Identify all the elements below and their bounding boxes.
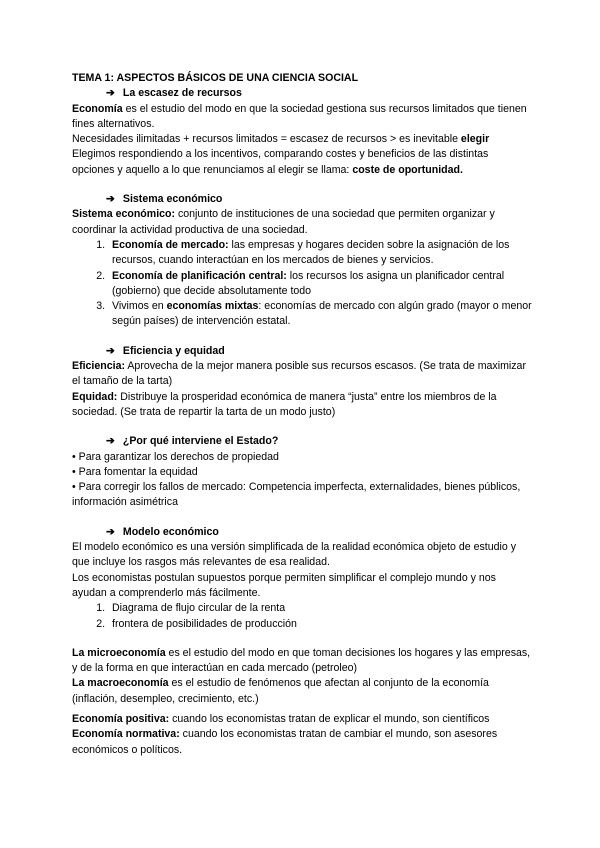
paragraph-supuestos: Los economistas postulan supuestos porque permiten simplificar el complejo mundo y nos ayudan a comprenderlo más fácilmente. [72, 571, 496, 599]
bold-term: Economía normativa: [72, 728, 180, 741]
models-list [72, 601, 532, 632]
bold-term: Sistema económico: [72, 208, 176, 221]
paragraph-text: cuando los economistas tratan de cambiar el mundo, son asesores económicos o políticos. [72, 728, 498, 756]
section-heading-escasez [106, 86, 532, 101]
list-item: 1. Diagrama de flujo circular de la renta [108, 601, 532, 616]
bullet-item: • Para corregir los fallos de mercado: Competencia imperfecta, externalidades, bienes públicos, información asimétrica [72, 481, 521, 509]
paragraph-text: cuando los economistas tratan de explicar el mundo, son científicos [169, 712, 490, 725]
section-heading-sistema [106, 192, 532, 207]
paragraph-text: Necesidades ilimitadas + recursos limitados = escasez de recursos > es inevitable [72, 133, 461, 146]
bold-term: Equidad: [72, 390, 118, 403]
bullet-item: • Para fomentar la equidad [72, 465, 198, 478]
section-heading-text: Modelo económico [122, 525, 219, 538]
paragraph-economia-normativa [72, 727, 532, 758]
section-heading-estado [106, 434, 532, 449]
bold-term: coste de oportunidad. [352, 163, 463, 176]
paragraph-economia-def [72, 102, 532, 133]
bold-term: La microeconomía [72, 646, 166, 659]
paragraph-elegimos [72, 147, 532, 178]
paragraph-text: es el estudio del modo en que toman decisiones los hogares y las empresas, y de la forma en que interactúan en cada mercado (petroleo) [72, 646, 531, 675]
list-item: 3. Vivimos en economías mixtas: economías de mercado con algún grado (mayor o menor según países) de intervención estatal. [108, 299, 532, 330]
paragraph-text: Elegimos respondiendo a los incentivos, comparando costes y beneficios de las distintas opciones y aquello a lo que renunciamos al elegir se llama: [72, 148, 489, 176]
bold-term: Economía [72, 102, 123, 115]
arrow-icon: ➔ [106, 87, 115, 100]
arrow-icon: ➔ [106, 525, 115, 538]
document-title: TEMA 1: ASPECTOS BÁSICOS DE UNA CIENCIA SOCIAL [72, 72, 359, 84]
paragraph-macroeconomia [72, 676, 532, 707]
paragraph-economia-positiva [72, 712, 532, 727]
economic-systems-list [72, 238, 532, 330]
section-heading-text: ¿Por qué interviene el Estado? [122, 435, 279, 448]
section-heading-eficiencia [106, 344, 532, 359]
paragraph-text: conjunto de instituciones de una sociedad que permiten organizar y coordinar la actividad productiva de una sociedad. [72, 208, 495, 236]
paragraph-text: Aprovecha de la mejor manera posible sus recursos escasos. (Se trata de maximizar el tamaño de la tarta) [72, 360, 526, 388]
bold-term: elegir [460, 133, 490, 146]
list-item: 2. frontera de posibilidades de producción [108, 617, 532, 632]
paragraph-text: es el estudio de fenómenos que afectan al conjunto de la economía (inflación, desempleo, crecimiento, etc.) [72, 677, 489, 705]
section-heading-text: Eficiencia y equidad [122, 344, 225, 357]
list-item: 1. Economía de mercado: las empresas y hogares deciden sobre la asignación de los recursos, cuando interactúan en los mercados de bienes y servicios. [108, 238, 532, 269]
arrow-icon: ➔ [106, 344, 115, 357]
paragraph-modelo-def: El modelo económico es una versión simplificada de la realidad económica objeto de estudio y que incluye los rasgos más relevantes de esa realidad. [72, 541, 517, 569]
arrow-icon: ➔ [106, 435, 115, 448]
section-heading-text: La escasez de recursos [122, 87, 242, 100]
bold-term: Economía positiva: [72, 712, 170, 725]
document-page [72, 71, 532, 758]
arrow-icon: ➔ [106, 193, 115, 206]
paragraph-eficiencia [72, 359, 532, 390]
paragraph-text: Distribuye la prosperidad económica de manera “justa” entre los miembros de la sociedad. (Se trata de repartir la tarta de un modo justo) [72, 390, 497, 418]
bold-term: Eficiencia: [72, 360, 125, 373]
paragraph-necesidades [72, 132, 532, 147]
section-heading-text: Sistema económico [122, 193, 223, 206]
bullet-item: • Para garantizar los derechos de propiedad [72, 450, 279, 463]
paragraph-equidad [72, 390, 532, 421]
paragraph-text: es el estudio del modo en que la sociedad gestiona sus recursos limitados que tienen fines alternativos. [72, 102, 527, 130]
paragraph-sistema-def [72, 207, 532, 238]
list-item: 2. Economía de planificación central: los recursos los asigna un planificador central (gobierno) que decide absolutamente todo [108, 269, 532, 300]
paragraph-microeconomia [72, 646, 532, 677]
bold-term: La macroeconomía [72, 677, 169, 690]
section-heading-modelo [106, 525, 532, 540]
